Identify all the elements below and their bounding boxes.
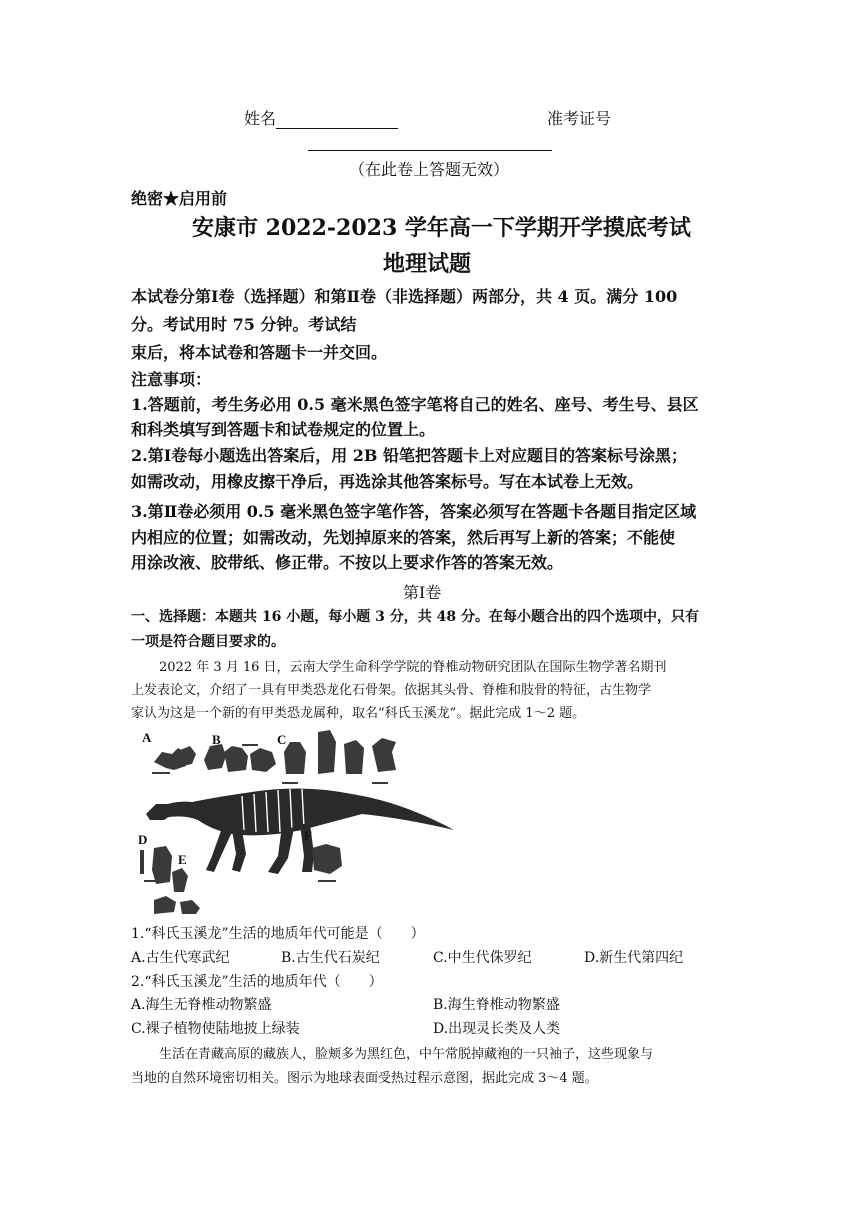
invalid-note: （在此卷上答题无效） bbox=[349, 160, 510, 179]
fossil-fragments-b bbox=[204, 744, 276, 772]
passage-1-line-1: 2022 年 3 月 16 日，云南大学生命科学学院的脊椎动物研究团队在国际生物学著名期刊 bbox=[159, 660, 667, 675]
section-1-title: 第Ⅰ卷 bbox=[403, 583, 442, 602]
note-3a: 3.第Ⅱ卷必须用 0.5 毫米黑色签字笔作答，答案必须写在答题卡各题目指定区域 bbox=[131, 502, 697, 521]
q1-option-b[interactable]: B.古生代石炭纪 bbox=[281, 950, 380, 966]
figure-label-b: B bbox=[212, 732, 221, 747]
passage-1-line-2: 上发表论文，介绍了一具有甲类恐龙化石骨架。依据其头骨、脊椎和肢骨的特征，古生物学 bbox=[131, 683, 652, 698]
figure-label-f: F bbox=[304, 828, 312, 843]
note-2a: 2.第Ⅰ卷每小题选出答案后，用 2B 铅笔把答题卡上对应题目的答案标号涂黑； bbox=[131, 446, 687, 465]
name-blank[interactable] bbox=[276, 110, 398, 129]
q2-option-d[interactable]: D.出现灵长类及人类 bbox=[433, 1021, 561, 1037]
q1-option-d[interactable]: D.新生代第四纪 bbox=[584, 950, 684, 966]
exam-id-label: 准考证号 bbox=[547, 109, 612, 128]
fossil-fragments-a bbox=[152, 746, 196, 774]
q2-option-a[interactable]: A.海生无脊椎动物繁盛 bbox=[131, 997, 272, 1013]
figure-label-d: D bbox=[138, 832, 148, 847]
figure-label-a: A bbox=[142, 730, 152, 745]
note-1a: 1.答题前，考生务必用 0.5 毫米黑色签字笔将自己的姓名、座号、考生号、县区 bbox=[131, 395, 699, 414]
figure-label-e: E bbox=[178, 852, 187, 867]
note-2b: 如需改动，用橡皮擦干净后，再选涂其他答案标号。写在本试卷上无效。 bbox=[131, 472, 644, 491]
figure-label-c: C bbox=[277, 732, 287, 747]
passage-2-line-1: 生活在青藏高原的藏族人，脸颊多为黑红色，中午常脱掉藏袍的一只袖子，这些现象与 bbox=[159, 1047, 654, 1062]
notes-heading: 注意事项： bbox=[131, 370, 212, 389]
fossil-fragments-c bbox=[282, 730, 396, 784]
intro-line-2: 分。考试用时 75 分钟。考试结 bbox=[131, 315, 357, 334]
passage-2-line-2: 当地的自然环境密切相关。图示为地球表面受热过程示意图，据此完成 3～4 题。 bbox=[131, 1071, 598, 1086]
q1-option-a[interactable]: A.古生代寒武纪 bbox=[131, 950, 230, 966]
name-field bbox=[244, 106, 398, 129]
q1-stem: 1.“科氏玉溪龙”生活的地质年代可能是（ ） bbox=[131, 926, 425, 942]
exam-id-blank[interactable] bbox=[308, 150, 552, 151]
exam-title: 安康市 2022-2023 学年高一下学期开学摸底考试 bbox=[192, 215, 691, 241]
subject-title: 地理试题 bbox=[383, 251, 472, 277]
note-3b: 内相应的位置；如需改动，先划掉原来的答案，然后再写上新的答案；不能使 bbox=[131, 528, 676, 547]
name-label: 姓名 bbox=[244, 109, 277, 128]
q2-stem: 2.“科氏玉溪龙”生活的地质年代（ ） bbox=[131, 974, 383, 990]
note-1b: 和科类填写到答题卡和试卷规定的位置上。 bbox=[131, 420, 436, 439]
q2-option-c[interactable]: C.裸子植物使陆地披上绿装 bbox=[131, 1021, 300, 1037]
note-3c: 用涂改液、胶带纸、修正带。不按以上要求作答的答案无效。 bbox=[131, 553, 564, 572]
section-1-instruction-b: 一项是符合题目要求的。 bbox=[131, 634, 285, 650]
intro-line-1: 本试卷分第Ⅰ卷（选择题）和第Ⅱ卷（非选择题）两部分，共 4 页。满分 100 bbox=[131, 287, 678, 306]
dinosaur-fossil-figure bbox=[132, 722, 458, 918]
section-1-instruction-a: 一、选择题：本题共 16 小题，每小题 3 分，共 48 分。在每小题合出的四个选项中，只有 bbox=[131, 609, 699, 625]
q2-option-b[interactable]: B.海生脊椎动物繁盛 bbox=[433, 997, 560, 1013]
intro-line-3: 束后，将本试卷和答题卡一并交回。 bbox=[131, 343, 388, 362]
secret-label: 绝密★启用前 bbox=[131, 189, 228, 208]
dinosaur-skeleton bbox=[146, 788, 454, 874]
passage-1-line-3: 家认为这是一个新的有甲类恐龙属种，取名“科氏玉溪龙”。据此完成 1～2 题。 bbox=[131, 706, 586, 721]
q1-option-c[interactable]: C.中生代侏罗纪 bbox=[433, 950, 532, 966]
